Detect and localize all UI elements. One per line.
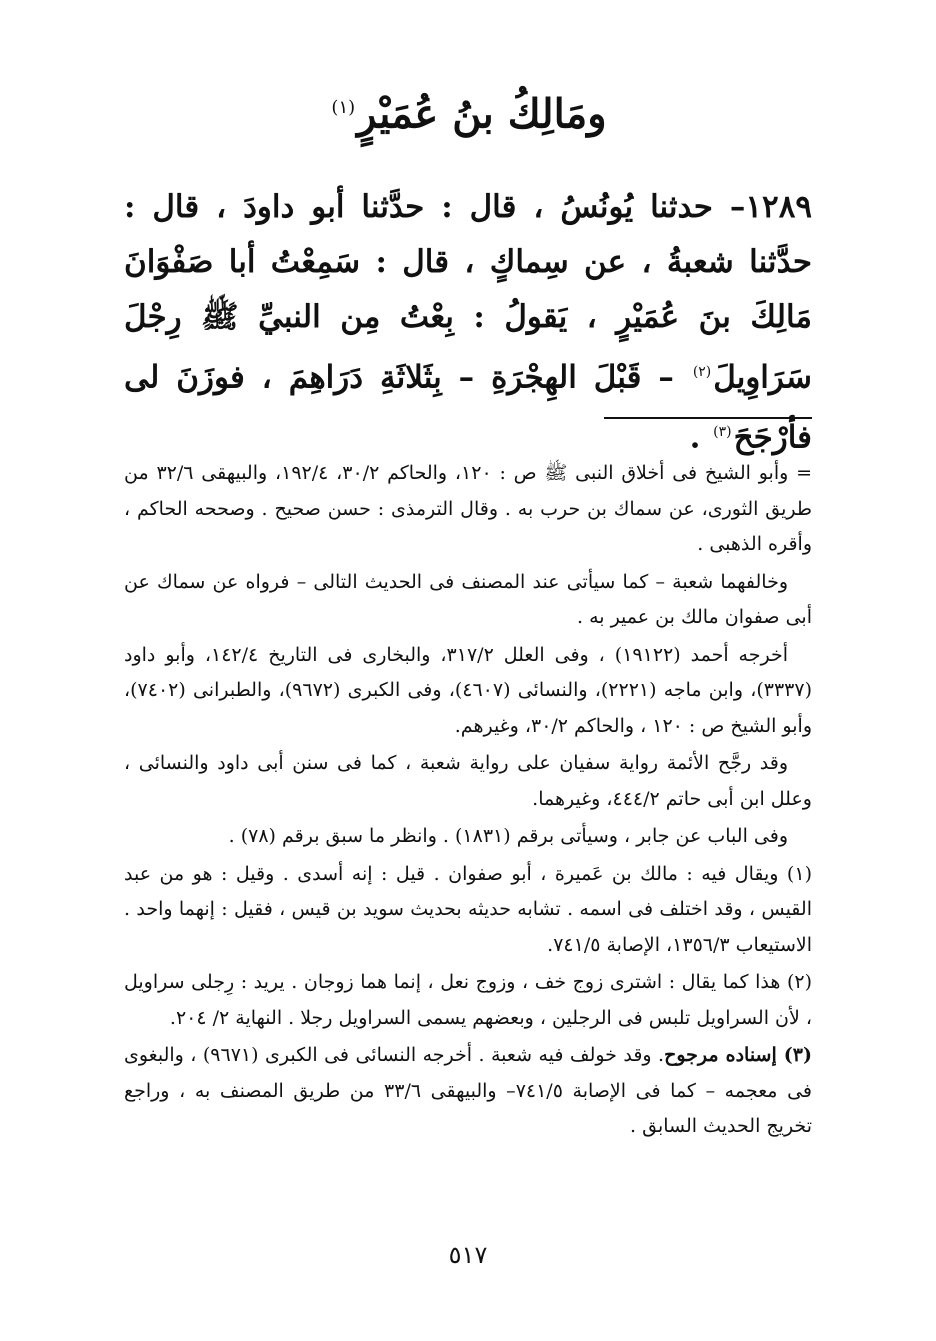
note-paragraph-4: وقد رجَّح الأئمة رواية سفيان على رواية شعبة ، كما فى سنن أبى داود والنسائى ، وعلل ابن أبى حاتم ٤٤٤/٢، وغيرهما. — [124, 752, 812, 810]
note-paragraph-5: وفى الباب عن جابر ، وسيأتى برقم (١٨٣١) . وانظر ما سبق برقم (٧٨) . — [228, 825, 788, 847]
footnote-ref-2: (٢) — [692, 364, 712, 380]
footnote-3-label: (٣) إسناده مرجوح — [664, 1044, 812, 1066]
footnote-2: (٢) هذا كما يقال : اشترى زوج خف ، وزوج نعل ، إنما هما زوجان . يريد : رِجلى سراويل ، لأن السراويل تلبس فى الرجلين ، وبعضهم يسمى السراويل رجلا . النهاية ٢/ ٢٠٤. — [124, 971, 812, 1029]
note-paragraph-2: وخالفهما شعبة – كما سيأتى عند المصنف فى الحديث التالى – فرواه عن سماك عن أبى صفوان مالك بن عمير به . — [124, 570, 812, 628]
footnotes — [124, 456, 812, 1147]
note-paragraph-3: أخرجه أحمد (١٩١٢٢) ، وفى العلل ٣١٧/٢، والبخارى فى التاريخ ١٤٢/٤، وأبو داود (٣٣٣٧)، وابن ماجه (٢٢٢١)، والنسائى (٤٦٠٧)، وفى الكبرى (٩٦٧٢)، والطبرانى (٧٤٠٢)، وأبو الشيخ ص : ١٢٠ ، والحاكم ٣٠/٢، وغيرهم. — [124, 643, 812, 737]
hadith-text — [124, 180, 812, 466]
section-title-text: ومَالِكُ بنُ عُمَيْرٍ — [357, 90, 607, 138]
footnote-3 — [124, 1038, 812, 1145]
page-number: ٥١٧ — [448, 1241, 488, 1269]
hadith-text-part3: . — [689, 419, 712, 456]
hadith-text-part2: – قَبْلَ الهِجْرَةِ – بِثَلاثَةِ دَرَاهِمَ ، فوزَنَ لى فأرْجَحَ — [124, 359, 812, 456]
hadith-text-part1: حدثنا يُونُسُ ، قال : حدَّثنا أبو داودَ ، قال : حدَّثنا شعبةُ ، عن سِماكٍ ، قال : سَمِعْتُ أبا صَفْوَانَ مَالِكَ بنَ عُمَيْرٍ ، يَقولُ : بِعْتُ مِن النبيِّ ﷺ رِجْلَ سَرَاوِيلَ — [124, 189, 812, 396]
section-title — [0, 78, 936, 144]
hadith-number: ١٢٨٩– — [729, 189, 812, 225]
footnote-1: (١) ويقال فيه : مالك بن عَميرة ، أبو صفوان . قيل : إنه أسدى . وقيل : هو من عبد القيس ، وقد اختلف فى اسمه . تشابه حديثه بحديث سويد بن قيس ، فقيل : إنهما واحد . الاستيعاب ١٣٥٦/٣، الإصابة ٧٤١/٥. — [124, 862, 812, 956]
note-continuation: = وأبو الشيخ فى أخلاق النبى ﷺ ص : ١٢٠، والحاكم ٣٠/٢، ١٩٢/٤، والبيهقى ٣٢/٦ من طريق الثورى، عن سماك بن حرب به . وقال الترمذى : حسن صحيح . وصححه الحاكم ، وأقره الذهبى . — [124, 462, 813, 555]
footnote-ref-3: (٣) — [713, 424, 732, 441]
hadith-block — [124, 180, 812, 466]
footnote-ref-1: (١) — [331, 97, 356, 118]
footnote-separator — [604, 417, 812, 419]
footnote-3-text: . وقد خولف فيه شعبة . أخرجه النسائى فى الكبرى (٩٦٧١) ، والبغوى فى معجمه – كما فى الإصابة ٧٤١/٥– والبيهقى ٣٣/٦ من طريق المصنف به ، وراجع تخريج الحديث السابق . — [124, 1044, 812, 1137]
